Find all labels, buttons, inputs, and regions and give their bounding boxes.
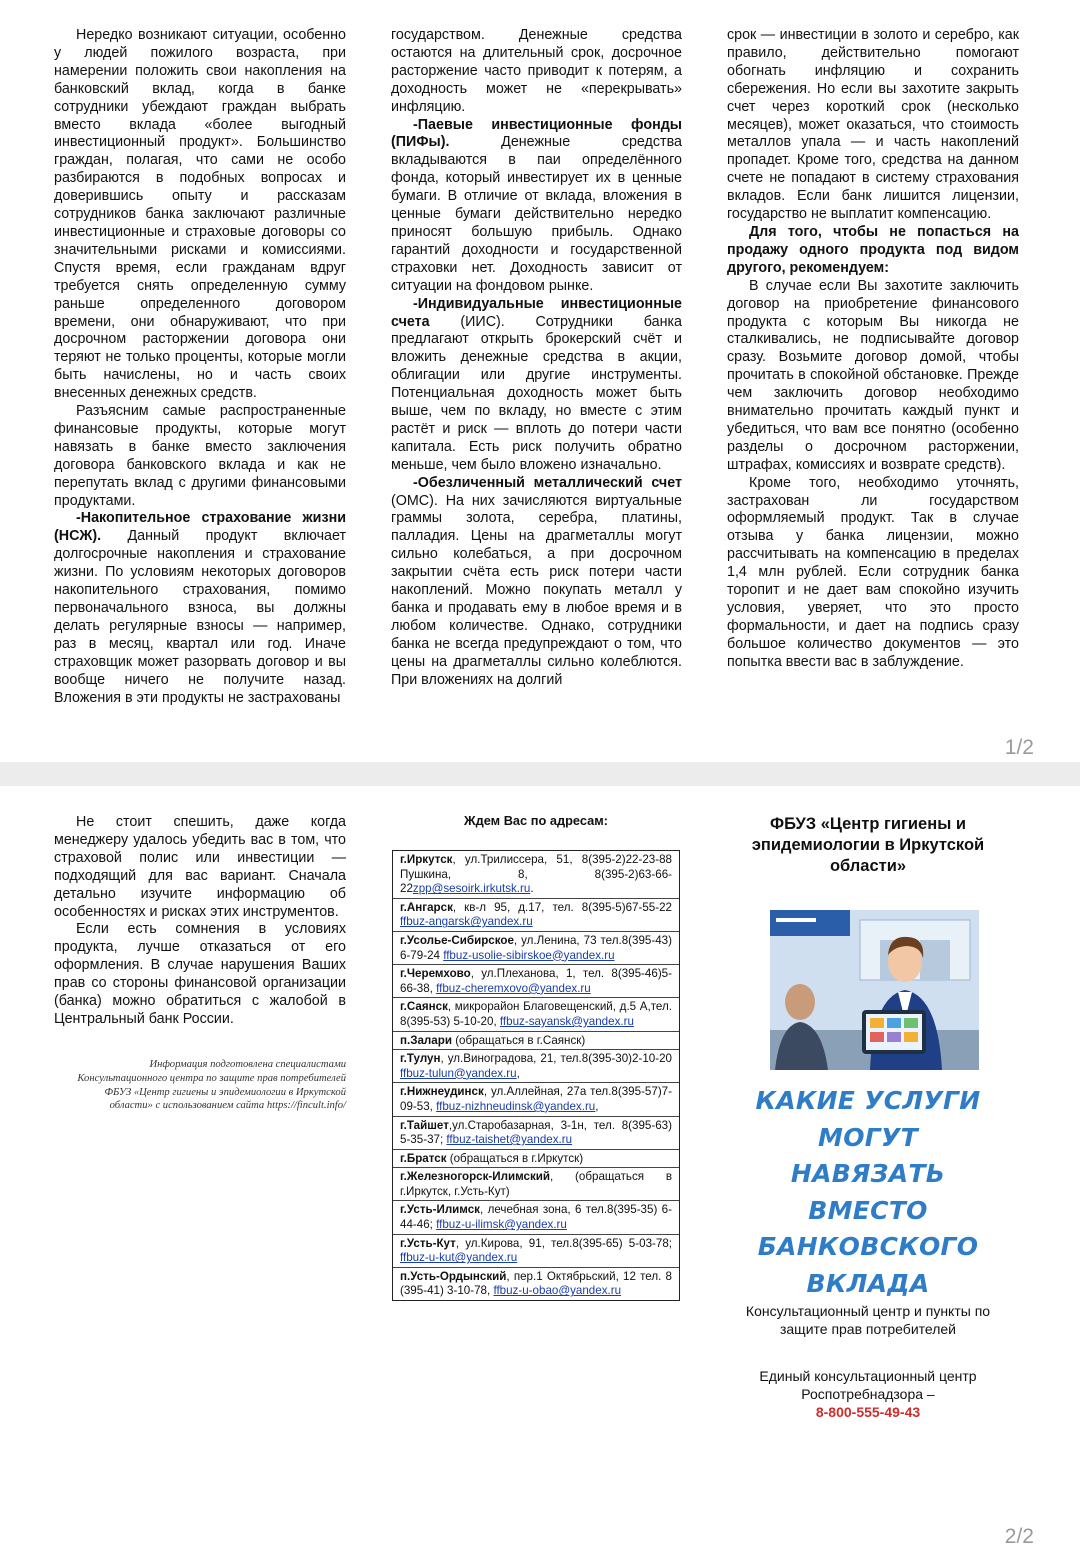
- credit-note: Информация подготовлена специалистами Консультационного центра по защите прав потребителей ФБУЗ «Центр гигиены и эпидемиологии в Иркутской области» с использованием сайта https://fincult.info/: [77, 1059, 346, 1112]
- text-oms: (ОМС). На них зачисляются виртуальные граммы золота, серебра, платины, палладия. Цены на драгметаллы могут сильно колебаться, а при досрочном закрытии счёта есть риск потери части накоплений. Можно покупать металл у банка и продавать ему в любое время и в любом количестве. Однако, сотрудники банка не всегда предупреждают о том, что цены на драгметаллы сильно колеблются. При вложениях на долгий: [391, 492, 682, 688]
- text-iis: (ИИС). Сотрудники банка предлагают открыть брокерский счёт и вложить денежные средства в акции, облигации или другие инструменты. Потенциальная доходность может быть выше, чем по вкладу, но вместе с этим растёт и риск — вплоть до потери части капитала. Есть риск получить обратно меньше, чем было вложено изначально.: [391, 313, 682, 473]
- address-city: г.Черемхово: [400, 967, 471, 981]
- bank-consultant-illustration: [770, 910, 979, 1070]
- page-separator: [0, 762, 1080, 786]
- address-details: , ул.Трилиссера, 51, 8(395-2)22-23-88 Пушкина, 8, 8(395-2)63-66-22: [400, 853, 672, 896]
- text-pif: Денежные средства вкладываются в паи определённого фонда, который инвестирует их в ценные бумаги. В отличие от вклада, вложения в ценные бумаги действительно нередко приносят большую прибыль. Однако гарантий доходности и государственной страховки нет. Доходность зависит от ситуации на фондовом рынке.: [391, 134, 682, 294]
- organization-title: ФБУЗ «Центр гигиены и эпидемиологии в Иркутской области»: [751, 815, 985, 875]
- hotline-block: [737, 1367, 999, 1421]
- address-email-link[interactable]: zpp@sesoirk.irkutsk.ru: [412, 882, 531, 896]
- page-2: [0, 786, 1080, 1549]
- paragraph: Кроме того, необходимо уточнять, застрахован ли государством оформляемый продукт. Так в случае отзыва у банка лицензии, можно рассчитывать на компенсацию в пределах 1,4 млн рублей. Если сотрудник банка торопит и не дает вам спокойно изучить условия, уверяет, что это просто формальности, и дает на подпись сразу большое количество документов — это попытка ввести вас в заблуждение.: [727, 474, 1019, 670]
- address-row: [393, 1032, 679, 1051]
- paragraph: срок — инвестиции в золото и серебро, как правило, действительно помогают обогнать инфляцию и сохранить сбережения. Но если вы захотите закрыть счет через короткий срок (несколько месяцев), может оказаться, что стоимость металлов упала — и часть накоплений пропадет. Кроме того, средства на данном счете не попадают в систему страхования вкладов. Если банк лишится лицензии, государство не выплатит компенсацию.: [727, 27, 1019, 223]
- address-trailing: .: [530, 882, 534, 896]
- page1-column-1: [54, 27, 346, 707]
- address-email-link[interactable]: ffbuz-taishet@yandex.ru: [446, 1133, 573, 1147]
- address-email-link[interactable]: ffbuz-nizhneudinsk@yandex.ru: [436, 1099, 596, 1113]
- address-city: г.Усть-Кут: [400, 1236, 456, 1250]
- heading-nsj: -Накопительное страхование жизни (НСЖ).: [54, 510, 346, 545]
- page1-column-2: [391, 27, 682, 690]
- address-city: г.Нижнеудинск: [400, 1085, 484, 1099]
- address-email-link[interactable]: ffbuz-u-ilimsk@yandex.ru: [436, 1218, 567, 1232]
- heading-oms: -Обезличенный металлический счет: [413, 474, 682, 491]
- text-nsj: Данный продукт включает долгосрочные накопления и страхование жизни. По условиям некоторых договоров накопительного страхования, помимо первоначального взноса, вы должны делать регулярные взносы — например, раз в месяц, квартал или год. Иначе страховщик может разорвать договор и вы вообще ничего не получите назад. Вложения в эти продукты не застрахованы: [54, 528, 346, 706]
- address-email-link[interactable]: ffbuz-angarsk@yandex.ru: [400, 915, 533, 929]
- address-email-link[interactable]: ffbuz-u-kut@yandex.ru: [400, 1251, 518, 1265]
- address-city: п.Усть-Ордынский: [400, 1269, 507, 1283]
- address-email-link[interactable]: ffbuz-usolie-sibirskoe@yandex.ru: [443, 948, 615, 962]
- paragraph: В случае если Вы захотите заключить договор на приобретение финансового продукта с которым Вы никогда не сталкивались, не подписывайте договор сразу. Возьмите договор домой, чтобы прочитать в спокойной обстановке. Прежде чем заключить договор необходимо внимательно прочитать каждый пункт и убедиться, что вам все понятно (особенно разделы о досрочном расторжении, штрафах, комиссиях и возврате средств).: [727, 277, 1019, 473]
- address-email-link[interactable]: ffbuz-u-obao@yandex.ru: [493, 1284, 622, 1298]
- address-row: [393, 1050, 679, 1083]
- address-row: [393, 998, 679, 1031]
- leaflet-title: КАКИЕ УСЛУГИ МОГУТ НАВЯЗАТЬ ВМЕСТО БАНКОВСКОГО ВКЛАДА: [755, 1086, 981, 1298]
- page2-column-1: [54, 814, 346, 1029]
- illustration-icon: [770, 910, 979, 1070]
- hotline-label: Единый консультационный центр Роспотребнадзора –: [759, 1368, 977, 1402]
- address-details: , ул.Ленина, 73 тел.8(395-43) 6-79-24: [400, 933, 672, 962]
- address-details: , лечебная зона, 6 тел.8(395-35) 6-44-46;: [400, 1203, 672, 1232]
- address-row: [393, 1201, 679, 1234]
- address-row: [393, 1168, 679, 1201]
- page-number: 2/2: [1004, 1525, 1034, 1548]
- hotline-phone[interactable]: 8-800-555-49-43: [815, 1404, 921, 1420]
- address-row: [393, 1083, 679, 1116]
- address-row: [393, 851, 679, 899]
- address-city: п.Залари: [400, 1033, 452, 1047]
- address-details: , (обращаться в г.Иркутск, г.Усть-Кут): [400, 1170, 672, 1198]
- address-details: ,ул.Старобазарная, 3-1н, тел. 8(395-63) 5-35-37;: [400, 1118, 672, 1147]
- address-details: , кв-л 95, д.17, тел. 8(395-5)67-55-22: [452, 900, 672, 914]
- paragraph-iis: [391, 296, 682, 475]
- address-city: г.Усолье-Сибирское: [400, 933, 514, 947]
- address-city: г.Иркутск: [400, 853, 453, 866]
- paragraph-oms: [391, 475, 682, 690]
- address-details: , ул.Виноградова, 21, тел.8(395-30)2-10-20: [440, 1052, 672, 1066]
- address-row: [393, 1117, 679, 1150]
- address-row: [393, 932, 679, 965]
- address-row: [393, 1235, 679, 1268]
- paragraph: Не стоит спешить, даже когда менеджеру удалось убедить вас в том, что страховой полис или инвестиции — подходящий для вас вариант. Сначала детально изучите информацию об особенностях и рисках этих инструментов.: [54, 814, 346, 920]
- address-city: г.Саянск: [400, 1000, 448, 1014]
- address-row: [393, 1268, 679, 1300]
- page-1: [0, 0, 1080, 762]
- address-city: г.Тулун: [400, 1052, 441, 1066]
- address-city: г.Железногорск-Илимский: [400, 1170, 551, 1184]
- addresses-heading: Ждем Вас по адресам:: [464, 813, 608, 828]
- address-details: , ул.Кирова, 91, тел.8(395-65) 5-03-78;: [455, 1236, 672, 1250]
- heading-iis: -Индивидуальные инвестиционные счета: [391, 295, 682, 330]
- paragraph-pif: [391, 117, 682, 296]
- addresses-table: [392, 850, 680, 1301]
- address-row: [393, 1150, 679, 1169]
- address-details: , микрорайон Благовещенский, д.5 А,тел. 8(395-53) 5-10-20,: [400, 1000, 672, 1028]
- address-trailing: ,: [516, 1066, 520, 1080]
- address-details: , ул.Аллейная, 27а тел.8(395-57)7-09-53,: [400, 1085, 672, 1113]
- address-row: [393, 965, 679, 998]
- paragraph: Разъясним самые распространенные финансовые продукты, которые могут навязать в банке вместо заключения договора банковского вклада и как не перепутать вклад с другими финансовыми продуктами.: [54, 403, 346, 509]
- recommendation-heading: [727, 224, 1019, 278]
- page-number: 1/2: [1004, 736, 1034, 759]
- address-details: , пер.1 Октябрьский, 12 тел. 8 (395-41) 3-10-78,: [400, 1269, 672, 1298]
- page1-column-3: [727, 27, 1019, 672]
- address-details: (обращаться в г.Саянск): [451, 1033, 586, 1047]
- address-email-link[interactable]: ffbuz-sayansk@yandex.ru: [499, 1014, 634, 1028]
- address-email-link[interactable]: ffbuz-tulun@yandex.ru: [400, 1066, 517, 1080]
- address-email-link[interactable]: ffbuz-cheremxovo@yandex.ru: [436, 981, 591, 995]
- recommendation-heading-text: Для того, чтобы не попасться на продажу одного продукта под видом другого, рекомендуем:: [727, 223, 1019, 276]
- paragraph: Нередко возникают ситуации, особенно у людей пожилого возраста, при намерении положить свои накопления на банковский вклад, когда в банке сотрудники убеждают граждан выбрать вместо вклада «более выгодный инвестиционный продукт». Большинство граждан, полагая, что сами не особо разбираются в подобных вопросах и доверившись опыту и рассказам сотрудников банка заключают различные инвестиционные и страховые договоры со значительными рисками и комиссиями. Спустя время, если гражданам вдруг требуется снять определенную сумму раньше определенного договором времени, они обнаруживают, что при досрочном расторжении договора они теряют не только проценты, которые могли быть начислены, но и часть своих внесенных денежных средств.: [54, 27, 346, 402]
- address-details: (обращаться в г.Иркутск): [446, 1151, 584, 1165]
- heading-pif: -Паевые инвестиционные фонды (ПИФы).: [391, 116, 682, 151]
- address-city: г.Тайшет: [400, 1118, 449, 1132]
- subtitle: Консультационный центр и пункты по защите прав потребителей: [745, 1303, 991, 1337]
- paragraph: государством. Денежные средства остаются на длительный срок, досрочное расторжение часто приводит к потерям, а доходность может не «перекрывать» инфляцию.: [391, 27, 682, 115]
- address-trailing: ,: [595, 1099, 599, 1113]
- paragraph-nsj: [54, 510, 346, 707]
- address-city: г.Братск: [400, 1151, 447, 1165]
- address-city: г.Усть-Илимск: [400, 1203, 480, 1217]
- address-row: [393, 899, 679, 932]
- address-city: г.Ангарск: [400, 900, 453, 914]
- address-details: , ул.Плеханова, 1, тел. 8(395-46)5-66-38,: [400, 967, 672, 995]
- paragraph: Если есть сомнения в условиях продукта, лучше отказаться от его оформления. В случае нарушения Ваших прав со стороны финансовой организации (банка) можно обратиться с жалобой в Центральный банк России.: [54, 921, 346, 1027]
